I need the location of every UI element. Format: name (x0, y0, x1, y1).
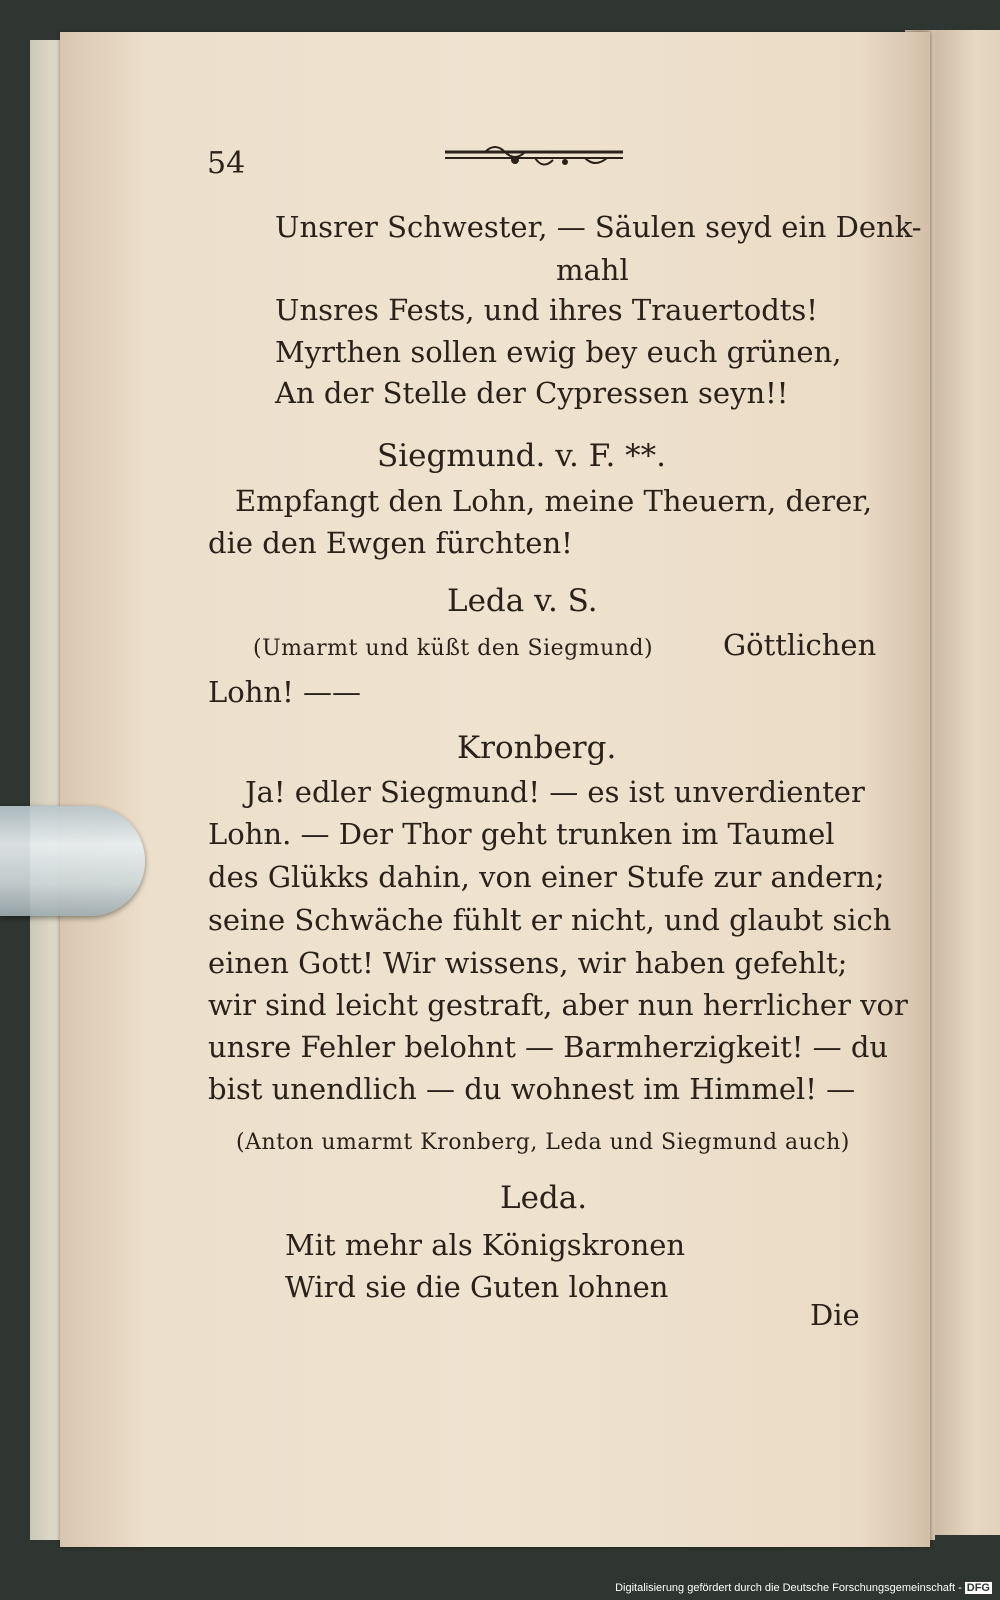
ornament-icon (445, 140, 635, 180)
speech-line: Göttlichen (723, 628, 877, 662)
speech-line: unsre Fehler belohnt — Barmherzigkeit! — du (208, 1030, 889, 1064)
page-clip (0, 806, 145, 916)
dfg-logo: DFG (966, 1582, 990, 1594)
speech-line: Lohn. — Der Thor geht trunken im Taumel (208, 817, 835, 851)
credit-text: Digitalisierung gefördert durch die Deutsche Forschungsgemeinschaft - (615, 1582, 962, 1594)
page-number: 54 (207, 146, 246, 181)
verse-line: Unsrer Schwester, — Säulen seyd ein Denk- (275, 210, 922, 244)
speech-line: seine Schwäche fühlt er nicht, und glaubt sich (208, 903, 892, 937)
speech-line: wir sind leicht gestraft, aber nun herrlicher vor (208, 988, 908, 1022)
verse-line: Mit mehr als Königskronen (285, 1228, 686, 1262)
digitization-credit (615, 1582, 992, 1594)
speech-line: einen Gott! Wir wissens, wir haben gefehlt; (208, 946, 848, 980)
speaker-heading: Kronberg. (457, 730, 617, 766)
verse-line: Myrthen sollen ewig bey euch grünen, (275, 335, 842, 369)
speech-line: Lohn! —— (208, 675, 361, 709)
stage-direction: (Anton umarmt Kronberg, Leda und Siegmund auch) (236, 1130, 850, 1155)
speech-line: Ja! edler Siegmund! — es ist unverdienter (245, 775, 865, 809)
speaker-heading: Leda v. S. (447, 583, 598, 619)
speech-line: des Glükks dahin, von einer Stufe zur andern; (208, 860, 885, 894)
speech-line: bist unendlich — du wohnest im Himmel! — (208, 1072, 856, 1106)
speech-line: die den Ewgen fürchten! (208, 526, 573, 560)
catchword: Die (810, 1298, 860, 1332)
speaker-heading: Siegmund. v. F. **. (377, 438, 667, 474)
stage-direction: (Umarmt und küßt den Siegmund) (253, 636, 654, 661)
verse-line: Unsres Fests, und ihres Trauertodts! (275, 293, 818, 327)
speech-line: Empfangt den Lohn, meine Theuern, derer, (235, 484, 873, 518)
verse-line: An der Stelle der Cypressen seyn!! (275, 376, 789, 410)
speaker-heading: Leda. (500, 1180, 588, 1216)
verse-line: Wird sie die Guten lohnen (285, 1270, 669, 1304)
verse-line: mahl (556, 253, 629, 287)
facing-page-edge (935, 30, 1000, 1535)
